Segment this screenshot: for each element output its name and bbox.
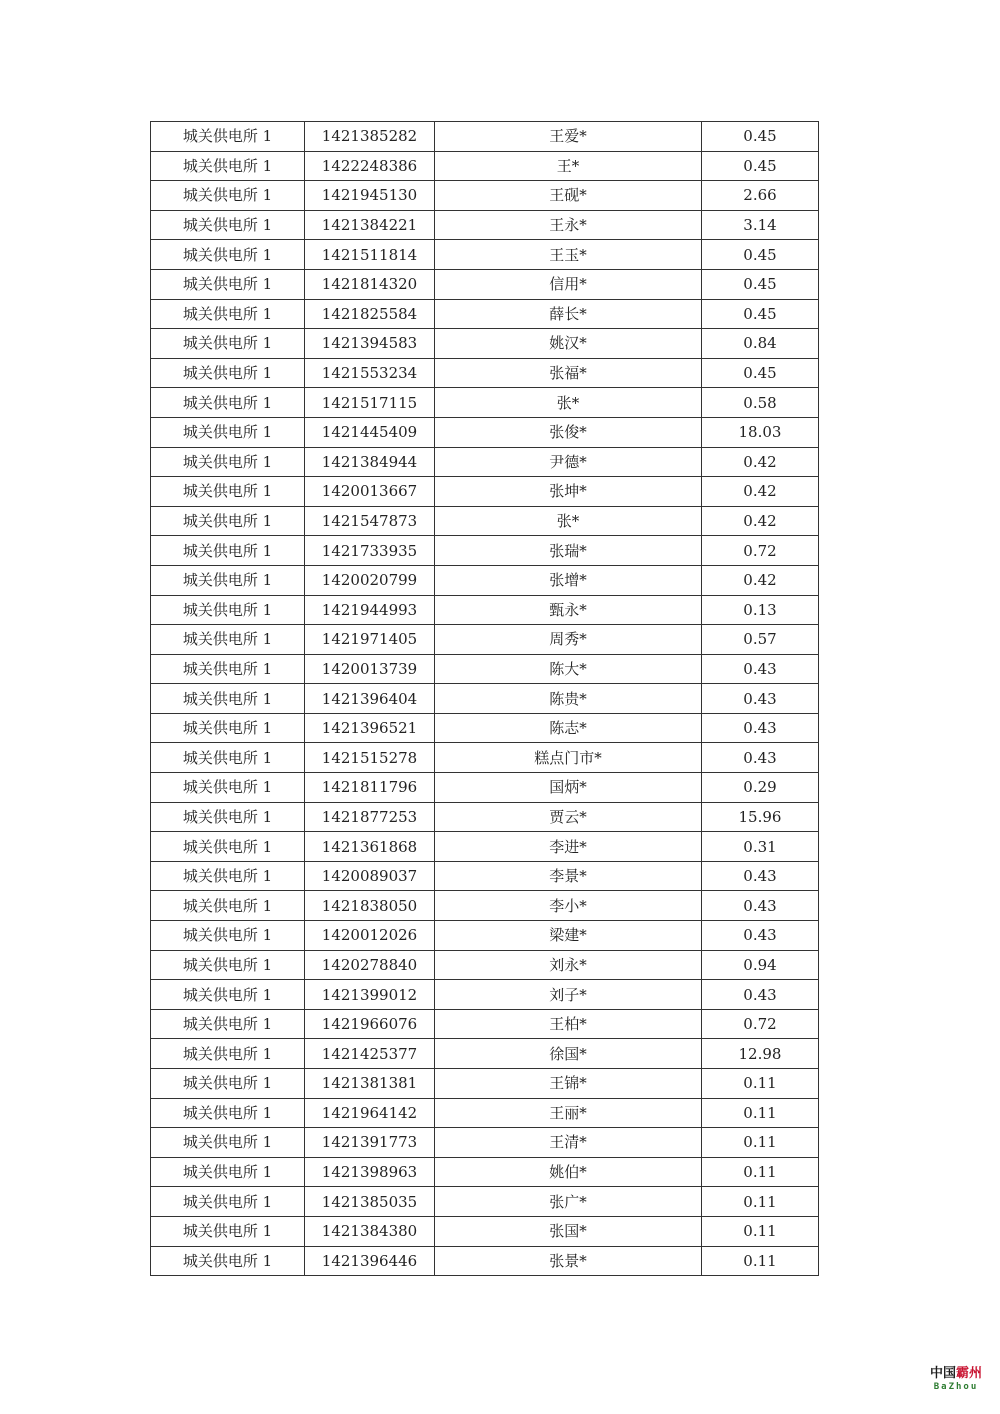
- customer-name-cell: 张*: [435, 506, 702, 536]
- logo-subtitle: BaZhou: [933, 1382, 979, 1392]
- amount-cell: 0.84: [702, 329, 819, 359]
- station-cell: 城关供电所 1: [151, 417, 305, 447]
- amount-cell: 0.42: [702, 447, 819, 477]
- account-number-cell: 1421966076: [305, 1009, 435, 1039]
- customer-name-cell: 王清*: [435, 1128, 702, 1158]
- table-row: [151, 536, 819, 566]
- amount-cell: 0.45: [702, 240, 819, 270]
- amount-cell: 0.43: [702, 713, 819, 743]
- account-number-cell: 1421384380: [305, 1216, 435, 1246]
- logo-title: [924, 1366, 988, 1382]
- account-number-cell: 1421425377: [305, 1039, 435, 1069]
- account-number-cell: 1422248386: [305, 151, 435, 181]
- amount-cell: 0.11: [702, 1187, 819, 1217]
- customer-name-cell: 国炳*: [435, 773, 702, 803]
- customer-name-cell: 信用*: [435, 269, 702, 299]
- customer-name-cell: 王永*: [435, 210, 702, 240]
- amount-cell: 0.72: [702, 536, 819, 566]
- amount-cell: 0.42: [702, 506, 819, 536]
- table-row: [151, 1157, 819, 1187]
- station-cell: 城关供电所 1: [151, 1187, 305, 1217]
- customer-name-cell: 李小*: [435, 891, 702, 921]
- account-number-cell: 1420012026: [305, 921, 435, 951]
- table-row: [151, 447, 819, 477]
- amount-cell: 0.11: [702, 1098, 819, 1128]
- amount-cell: 0.45: [702, 151, 819, 181]
- table-row: [151, 1216, 819, 1246]
- customer-name-cell: 张增*: [435, 565, 702, 595]
- amount-cell: 18.03: [702, 417, 819, 447]
- station-cell: 城关供电所 1: [151, 980, 305, 1010]
- table-row: [151, 625, 819, 655]
- account-number-cell: 1420013667: [305, 477, 435, 507]
- station-cell: 城关供电所 1: [151, 950, 305, 980]
- amount-cell: 0.43: [702, 980, 819, 1010]
- station-cell: 城关供电所 1: [151, 1009, 305, 1039]
- amount-cell: 12.98: [702, 1039, 819, 1069]
- table-row: [151, 1246, 819, 1276]
- customer-name-cell: 李进*: [435, 832, 702, 862]
- station-cell: 城关供电所 1: [151, 802, 305, 832]
- station-cell: 城关供电所 1: [151, 240, 305, 270]
- station-cell: 城关供电所 1: [151, 713, 305, 743]
- account-number-cell: 1421396446: [305, 1246, 435, 1276]
- table-row: [151, 210, 819, 240]
- account-number-cell: 1421838050: [305, 891, 435, 921]
- account-number-cell: 1421396404: [305, 684, 435, 714]
- customer-name-cell: 王玉*: [435, 240, 702, 270]
- customer-name-cell: 王*: [435, 151, 702, 181]
- account-number-cell: 1421385035: [305, 1187, 435, 1217]
- station-cell: 城关供电所 1: [151, 832, 305, 862]
- station-cell: 城关供电所 1: [151, 477, 305, 507]
- table-row: [151, 684, 819, 714]
- account-number-cell: 1421399012: [305, 980, 435, 1010]
- table-row: [151, 950, 819, 980]
- account-number-cell: 1421391773: [305, 1128, 435, 1158]
- table-row: [151, 921, 819, 951]
- table-body: [151, 122, 819, 1276]
- station-cell: 城关供电所 1: [151, 299, 305, 329]
- account-number-cell: 1420089037: [305, 861, 435, 891]
- account-number-cell: 1421877253: [305, 802, 435, 832]
- table-row: [151, 122, 819, 152]
- station-cell: 城关供电所 1: [151, 565, 305, 595]
- table-row: [151, 861, 819, 891]
- station-cell: 城关供电所 1: [151, 861, 305, 891]
- table-row: [151, 654, 819, 684]
- station-cell: 城关供电所 1: [151, 743, 305, 773]
- account-number-cell: 1420020799: [305, 565, 435, 595]
- station-cell: 城关供电所 1: [151, 181, 305, 211]
- amount-cell: 0.11: [702, 1216, 819, 1246]
- account-number-cell: 1421384944: [305, 447, 435, 477]
- account-number-cell: 1421385282: [305, 122, 435, 152]
- account-number-cell: 1421971405: [305, 625, 435, 655]
- amount-cell: 0.43: [702, 743, 819, 773]
- account-number-cell: 1421396521: [305, 713, 435, 743]
- station-cell: 城关供电所 1: [151, 447, 305, 477]
- customer-name-cell: 张瑞*: [435, 536, 702, 566]
- table-row: [151, 743, 819, 773]
- station-cell: 城关供电所 1: [151, 210, 305, 240]
- station-cell: 城关供电所 1: [151, 891, 305, 921]
- customer-name-cell: 贾云*: [435, 802, 702, 832]
- account-number-cell: 1420278840: [305, 950, 435, 980]
- table-row: [151, 802, 819, 832]
- table-row: [151, 299, 819, 329]
- customer-name-cell: 张俊*: [435, 417, 702, 447]
- customer-name-cell: 王丽*: [435, 1098, 702, 1128]
- account-number-cell: 1421547873: [305, 506, 435, 536]
- amount-cell: 0.45: [702, 299, 819, 329]
- station-cell: 城关供电所 1: [151, 595, 305, 625]
- account-number-cell: 1421517115: [305, 388, 435, 418]
- customer-name-cell: 王锦*: [435, 1069, 702, 1099]
- logo-title-part2: 霸州: [956, 1366, 983, 1381]
- station-cell: 城关供电所 1: [151, 506, 305, 536]
- account-number-cell: 1421811796: [305, 773, 435, 803]
- amount-cell: 0.43: [702, 921, 819, 951]
- data-table: [150, 121, 819, 1276]
- amount-cell: 0.13: [702, 595, 819, 625]
- station-cell: 城关供电所 1: [151, 122, 305, 152]
- customer-name-cell: 陈大*: [435, 654, 702, 684]
- account-number-cell: 1421394583: [305, 329, 435, 359]
- amount-cell: 0.72: [702, 1009, 819, 1039]
- amount-cell: 3.14: [702, 210, 819, 240]
- table-row: [151, 565, 819, 595]
- account-number-cell: 1421733935: [305, 536, 435, 566]
- account-number-cell: 1421398963: [305, 1157, 435, 1187]
- table-row: [151, 417, 819, 447]
- table-row: [151, 240, 819, 270]
- table-row: [151, 1098, 819, 1128]
- table-row: [151, 595, 819, 625]
- customer-name-cell: 薛长*: [435, 299, 702, 329]
- table-row: [151, 1009, 819, 1039]
- station-cell: 城关供电所 1: [151, 1216, 305, 1246]
- customer-name-cell: 张景*: [435, 1246, 702, 1276]
- table-row: [151, 181, 819, 211]
- customer-name-cell: 王柏*: [435, 1009, 702, 1039]
- amount-cell: 0.43: [702, 891, 819, 921]
- customer-name-cell: 王爱*: [435, 122, 702, 152]
- amount-cell: 0.11: [702, 1157, 819, 1187]
- account-number-cell: 1421384221: [305, 210, 435, 240]
- table-row: [151, 269, 819, 299]
- table-row: [151, 832, 819, 862]
- customer-name-cell: 张广*: [435, 1187, 702, 1217]
- account-number-cell: 1421964142: [305, 1098, 435, 1128]
- customer-name-cell: 王砚*: [435, 181, 702, 211]
- amount-cell: 0.45: [702, 269, 819, 299]
- amount-cell: 0.57: [702, 625, 819, 655]
- customer-name-cell: 徐国*: [435, 1039, 702, 1069]
- station-cell: 城关供电所 1: [151, 269, 305, 299]
- amount-cell: 0.43: [702, 861, 819, 891]
- station-cell: 城关供电所 1: [151, 625, 305, 655]
- table-row: [151, 506, 819, 536]
- station-cell: 城关供电所 1: [151, 684, 305, 714]
- amount-cell: 0.45: [702, 358, 819, 388]
- customer-name-cell: 尹德*: [435, 447, 702, 477]
- customer-name-cell: 刘永*: [435, 950, 702, 980]
- customer-name-cell: 陈贵*: [435, 684, 702, 714]
- account-number-cell: 1421814320: [305, 269, 435, 299]
- account-number-cell: 1421361868: [305, 832, 435, 862]
- account-number-cell: 1421511814: [305, 240, 435, 270]
- station-cell: 城关供电所 1: [151, 151, 305, 181]
- station-cell: 城关供电所 1: [151, 388, 305, 418]
- table-row: [151, 477, 819, 507]
- customer-name-cell: 李景*: [435, 861, 702, 891]
- table-row: [151, 329, 819, 359]
- amount-cell: 15.96: [702, 802, 819, 832]
- table-row: [151, 980, 819, 1010]
- amount-cell: 0.11: [702, 1069, 819, 1099]
- station-cell: 城关供电所 1: [151, 1246, 305, 1276]
- account-number-cell: 1421553234: [305, 358, 435, 388]
- table-row: [151, 891, 819, 921]
- customer-name-cell: 陈志*: [435, 713, 702, 743]
- table-row: [151, 151, 819, 181]
- customer-name-cell: 刘子*: [435, 980, 702, 1010]
- logo-title-part1: 中国: [929, 1366, 956, 1381]
- station-cell: 城关供电所 1: [151, 921, 305, 951]
- customer-name-cell: 张国*: [435, 1216, 702, 1246]
- table-row: [151, 1128, 819, 1158]
- customer-name-cell: 张坤*: [435, 477, 702, 507]
- station-cell: 城关供电所 1: [151, 1157, 305, 1187]
- account-number-cell: 1421825584: [305, 299, 435, 329]
- amount-cell: 0.58: [702, 388, 819, 418]
- station-cell: 城关供电所 1: [151, 654, 305, 684]
- account-number-cell: 1421445409: [305, 417, 435, 447]
- table-row: [151, 773, 819, 803]
- station-cell: 城关供电所 1: [151, 1069, 305, 1099]
- station-cell: 城关供电所 1: [151, 1098, 305, 1128]
- account-number-cell: 1421381381: [305, 1069, 435, 1099]
- customer-name-cell: 姚伯*: [435, 1157, 702, 1187]
- station-cell: 城关供电所 1: [151, 1039, 305, 1069]
- amount-cell: 0.31: [702, 832, 819, 862]
- amount-cell: 0.45: [702, 122, 819, 152]
- table-row: [151, 1039, 819, 1069]
- amount-cell: 0.42: [702, 477, 819, 507]
- table-row: [151, 1069, 819, 1099]
- station-cell: 城关供电所 1: [151, 329, 305, 359]
- amount-cell: 0.42: [702, 565, 819, 595]
- customer-name-cell: 糕点门市*: [435, 743, 702, 773]
- amount-cell: 0.43: [702, 684, 819, 714]
- customer-name-cell: 张福*: [435, 358, 702, 388]
- table-row: [151, 358, 819, 388]
- customer-name-cell: 姚汉*: [435, 329, 702, 359]
- table-row: [151, 1187, 819, 1217]
- account-number-cell: 1421945130: [305, 181, 435, 211]
- table-row: [151, 388, 819, 418]
- amount-cell: 0.11: [702, 1128, 819, 1158]
- station-cell: 城关供电所 1: [151, 358, 305, 388]
- amount-cell: 0.94: [702, 950, 819, 980]
- customer-name-cell: 甄永*: [435, 595, 702, 625]
- station-cell: 城关供电所 1: [151, 536, 305, 566]
- account-number-cell: 1420013739: [305, 654, 435, 684]
- station-cell: 城关供电所 1: [151, 1128, 305, 1158]
- amount-cell: 0.29: [702, 773, 819, 803]
- customer-name-cell: 张*: [435, 388, 702, 418]
- amount-cell: 0.11: [702, 1246, 819, 1276]
- account-number-cell: 1421944993: [305, 595, 435, 625]
- station-cell: 城关供电所 1: [151, 773, 305, 803]
- customer-name-cell: 周秀*: [435, 625, 702, 655]
- customer-name-cell: 梁建*: [435, 921, 702, 951]
- amount-cell: 2.66: [702, 181, 819, 211]
- table-row: [151, 713, 819, 743]
- amount-cell: 0.43: [702, 654, 819, 684]
- account-number-cell: 1421515278: [305, 743, 435, 773]
- site-logo: [924, 1366, 988, 1393]
